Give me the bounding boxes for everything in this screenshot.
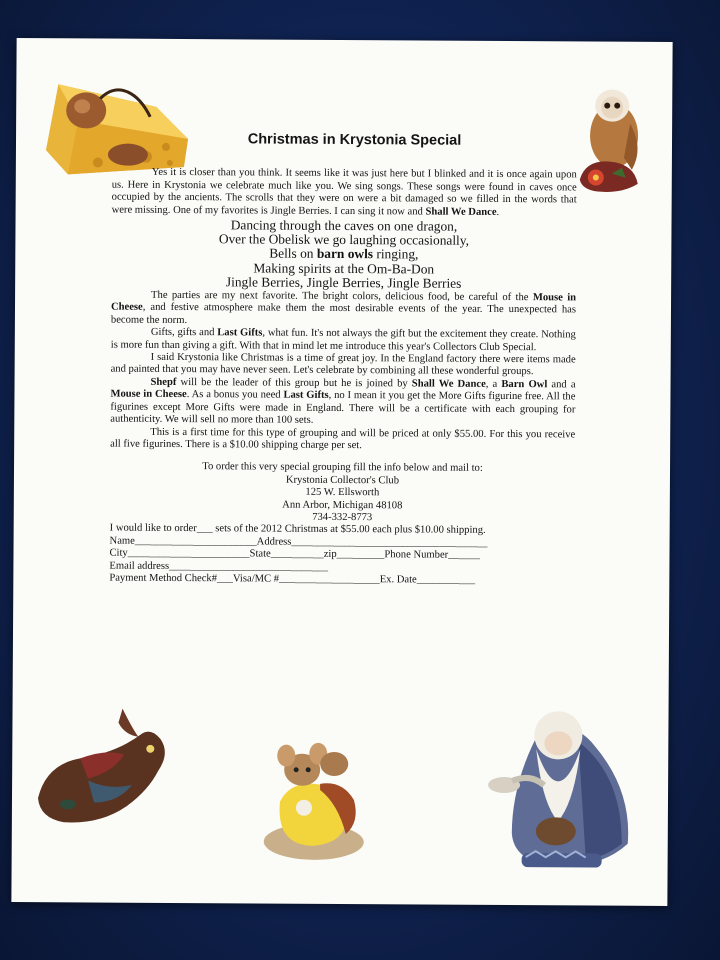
club-city: Ann Arbor, Michigan 48108	[282, 499, 403, 511]
song-line: Jingle Berries, Jingle Berries, Jingle Berries	[225, 274, 462, 291]
order-quantity-line: I would like to order___ sets of the 2012 Christmas at $55.00 each plus $10.00 shipping.	[109, 522, 486, 537]
song-line: Over the Obelisk we go laughing occasionally,	[218, 231, 470, 249]
name-address-line: Name_______________________Address_____________________________________	[109, 535, 488, 549]
flyer-page	[11, 38, 672, 906]
wizard-figurine	[482, 693, 643, 878]
letter-body	[109, 129, 577, 588]
song-line: Bells on barn owls ringing,	[269, 245, 419, 262]
gifts-paragraph: Gifts, gifts and Last Gifts, what fun. It's not always the gift but the excitement they create. Nothing is more fun than giving a gift. With that in mind let me introduce this year's Collectors Club Special.	[110, 327, 576, 353]
song-lyrics	[111, 218, 576, 292]
dragon-figurine	[28, 708, 179, 833]
intro-paragraph: Yes it is closer than you think. It seems like it was just here but I blinked and it is once again upon us. Here in Krystonia we celebrate much like you. We sing songs. These songs were found in caves once occupied by the ancients. The scrolls that they were on were a bit damaged so we filled in the words that were missing. One of my favorites is Jingle Berries. I can sing it now and Shall We Dance.	[111, 167, 577, 218]
payment-line: Payment Method Check#___Visa/MC #___________________Ex. Date___________	[109, 572, 476, 586]
dancing-mice-figurine	[250, 729, 371, 864]
barn-owl-figurine	[572, 83, 649, 195]
club-name: Krystonia Collector's Club	[285, 474, 400, 487]
grouping-paragraph: Shepf will be the leader of this group but he is joined by Shall We Dance, a Barn Owl and a Mouse in Cheese. As a bonus you need Last Gifts, no I mean it you get the More Gifts figurine free. All the figurines except More Gifts were made in England. There will be a certificate with each grouping for authenticity. We will sell no more than 100 sets.	[110, 376, 576, 426]
city-state-line: City_______________________State__________zip_________Phone Number______	[109, 547, 481, 562]
letter-title: Christmas in Krystonia Special	[247, 131, 462, 149]
parties-paragraph: The parties are my next favorite. The bright colors, delicious food, be careful of the Mouse in Cheese, and festive atmosphere make them the most desirable events of the year. The unexpected has become the norm.	[110, 289, 577, 326]
england-paragraph: I said Krystonia like Christmas is a time of great joy. In the England factory there were items made and painted that you may have never seen. Let's celebrate by combining all these wonderful groups.	[110, 351, 576, 378]
price-paragraph: This is a first time for this type of grouping and will be priced at only $55.00. For this you receive all five figurines. There is a $10.00 shipping charge per set.	[110, 426, 576, 452]
song-line: Dancing through the caves on one dragon,	[230, 217, 458, 234]
song-line: Making spirits at the Om-Ba-Don	[253, 260, 435, 277]
email-line: Email address______________________________	[109, 560, 329, 573]
club-phone: 734-332-8773	[312, 511, 373, 524]
order-instructions: To order this very special grouping fill the info below and mail to:	[202, 461, 483, 475]
club-street: 125 W. Ellsworth	[305, 486, 380, 499]
